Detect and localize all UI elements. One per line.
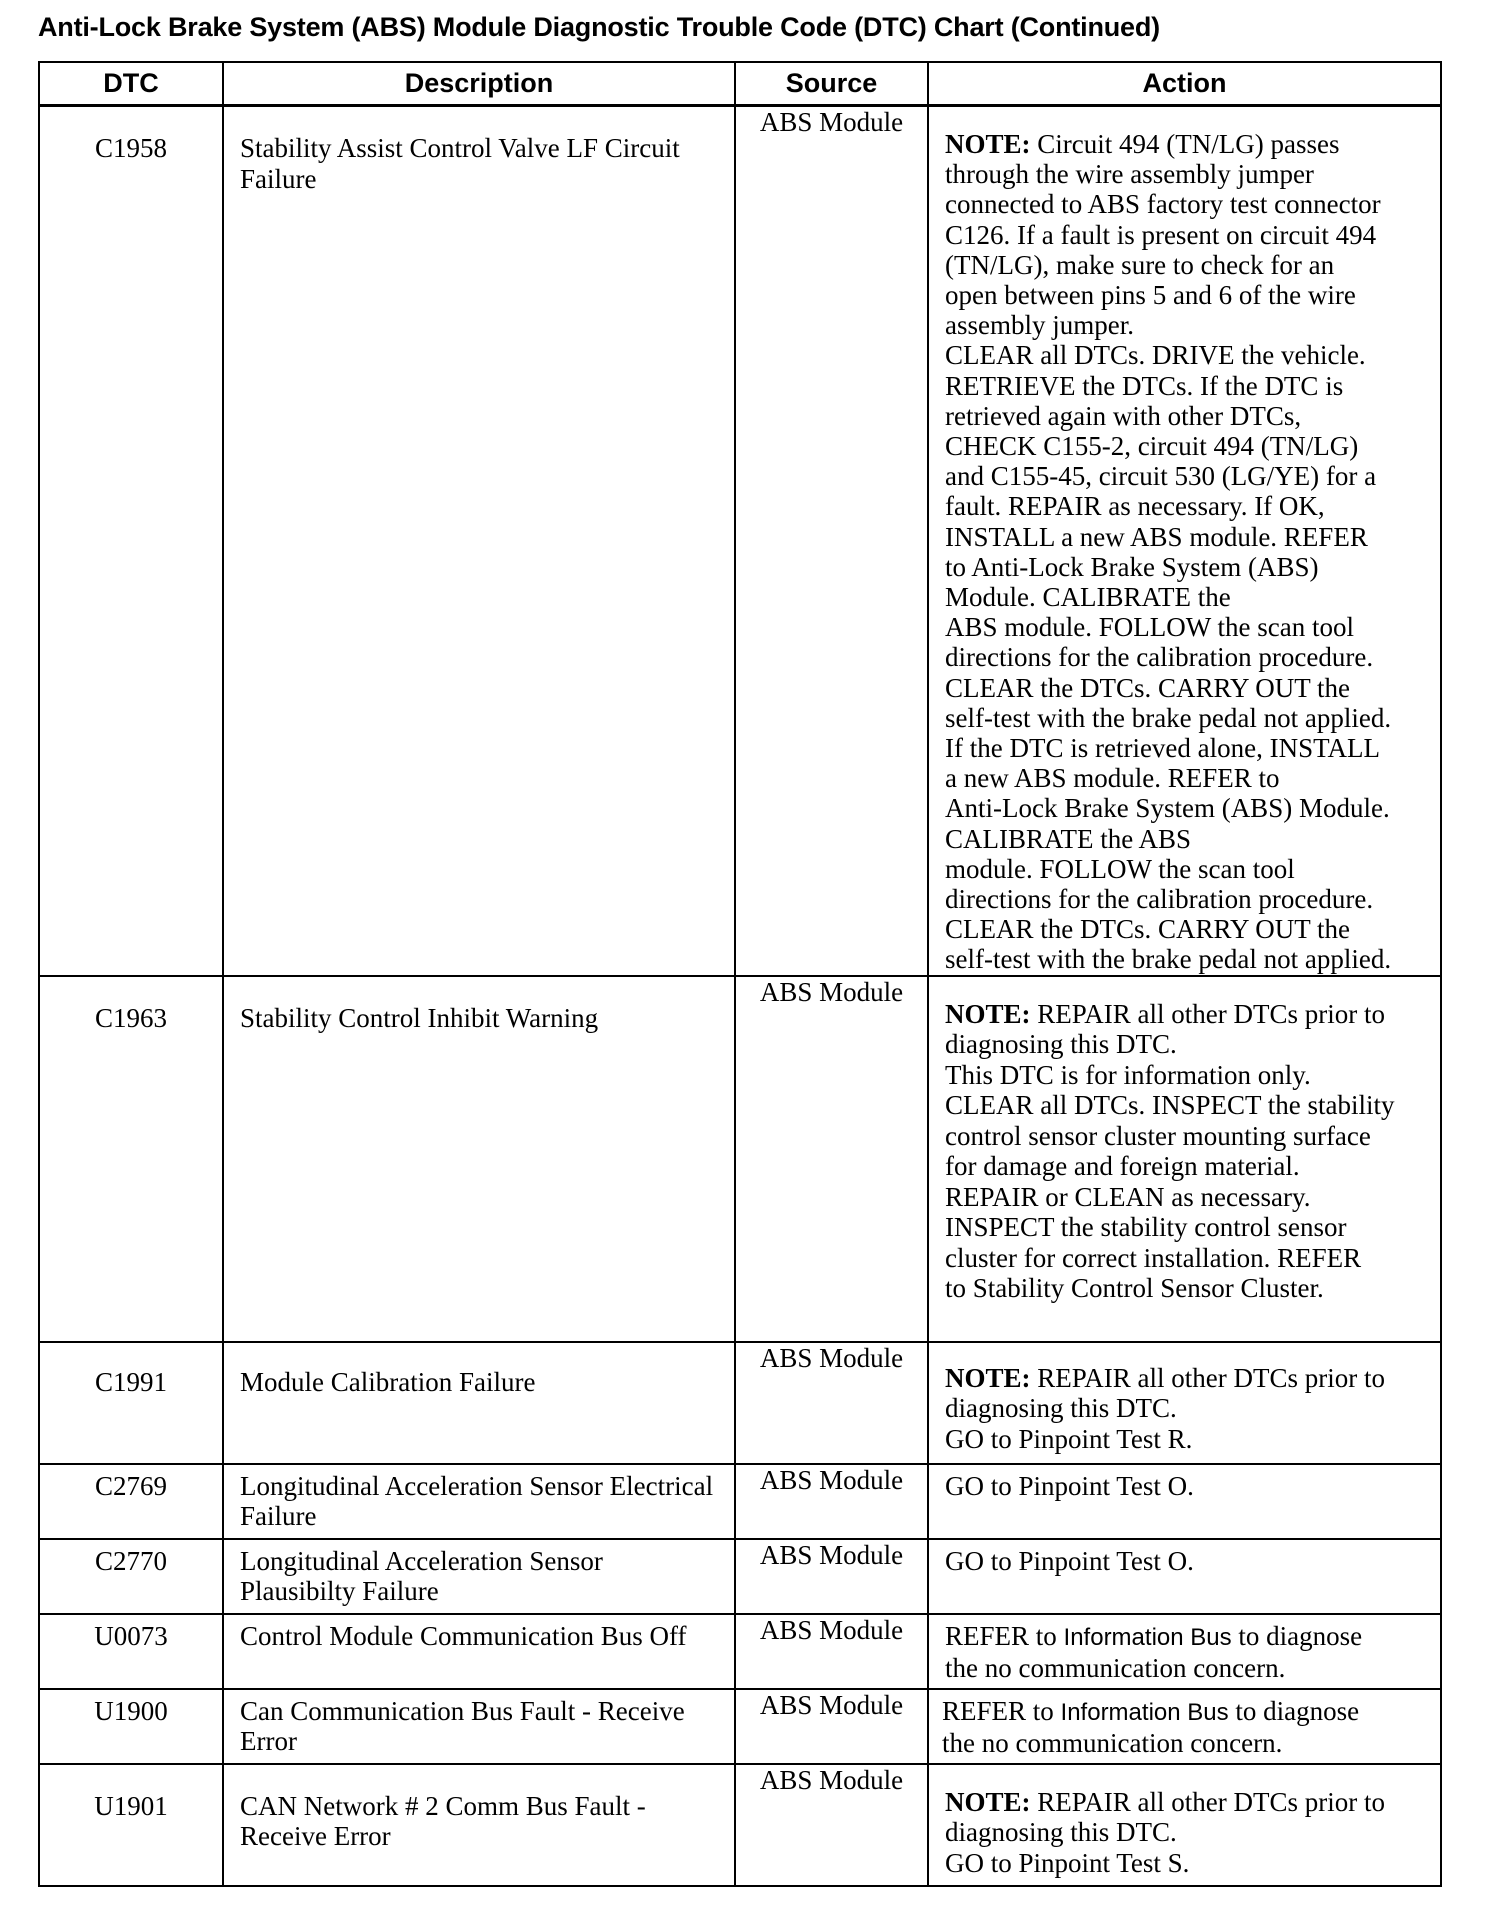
- dtc-description: Control Module Communication Bus Off: [223, 1614, 735, 1689]
- table-row: [39, 1689, 1441, 1764]
- dtc-source: ABS Module: [735, 1689, 928, 1764]
- information-bus-link[interactable]: Information Bus: [1060, 1698, 1229, 1726]
- dtc-action: GO to Pinpoint Test O.: [928, 1539, 1441, 1614]
- dtc-description: Can Communication Bus Fault - Receive Error: [223, 1689, 735, 1764]
- column-header-source: Source: [735, 62, 928, 106]
- dtc-source: ABS Module: [735, 106, 928, 976]
- dtc-code: C1958: [39, 106, 223, 976]
- page-title: Anti-Lock Brake System (ABS) Module Diagnostic Trouble Code (DTC) Chart (Continued): [38, 12, 1160, 42]
- dtc-source: ABS Module: [735, 976, 928, 1342]
- dtc-description: CAN Network # 2 Comm Bus Fault - Receive Error: [223, 1764, 735, 1886]
- dtc-action: GO to Pinpoint Test O.: [928, 1464, 1441, 1539]
- action-text: to diagnose the no communication concern.: [942, 1695, 1360, 1759]
- dtc-action: [928, 1614, 1441, 1689]
- dtc-code: C2769: [39, 1464, 223, 1539]
- dtc-source: ABS Module: [735, 1539, 928, 1614]
- dtc-source: ABS Module: [735, 1764, 928, 1886]
- dtc-description: Stability Control Inhibit Warning: [223, 976, 735, 1342]
- table-row: [39, 1342, 1441, 1464]
- dtc-code: C1991: [39, 1342, 223, 1464]
- dtc-source: ABS Module: [735, 1464, 928, 1539]
- dtc-action: [928, 976, 1441, 1342]
- dtc-description: Module Calibration Failure: [223, 1342, 735, 1464]
- table-row: [39, 1539, 1441, 1614]
- dtc-action: [928, 1342, 1441, 1464]
- action-text: REFER to: [942, 1695, 1061, 1726]
- dtc-code: U1900: [39, 1689, 223, 1764]
- table-row: [39, 1464, 1441, 1539]
- action-text: REPAIR all other DTCs prior to diagnosing this DTC. GO to Pinpoint Test S.: [945, 1786, 1386, 1878]
- dtc-source: ABS Module: [735, 1614, 928, 1689]
- dtc-code: U0073: [39, 1614, 223, 1689]
- dtc-action: [928, 106, 1441, 976]
- table-row: [39, 1764, 1441, 1886]
- table-header-row: [39, 62, 1441, 106]
- dtc-chart-table: [38, 61, 1442, 1887]
- dtc-description: Stability Assist Control Valve LF Circuit Failure: [223, 106, 735, 976]
- dtc-source: ABS Module: [735, 1342, 928, 1464]
- note-label: NOTE:: [945, 1786, 1031, 1817]
- column-header-action: Action: [928, 62, 1441, 106]
- column-header-dtc: DTC: [39, 62, 223, 106]
- table-row: [39, 976, 1441, 1342]
- note-label: NOTE:: [945, 129, 1031, 159]
- note-label: NOTE:: [945, 998, 1031, 1029]
- dtc-description: Longitudinal Acceleration Sensor Electrical Failure: [223, 1464, 735, 1539]
- table-row: [39, 1614, 1441, 1689]
- column-header-description: Description: [223, 62, 735, 106]
- dtc-code: C1963: [39, 976, 223, 1342]
- information-bus-link[interactable]: Information Bus: [1063, 1623, 1232, 1651]
- dtc-description: Longitudinal Acceleration Sensor Plausibilty Failure: [223, 1539, 735, 1614]
- action-text: REPAIR all other DTCs prior to diagnosing this DTC. GO to Pinpoint Test R.: [945, 1362, 1386, 1454]
- action-text: REPAIR all other DTCs prior to diagnosing this DTC. This DTC is for information only. CLEAR all DTCs. INSPECT the stability control sensor cluster mounting surface for damage and foreign material. REPAIR or CLEAN as necessary. INSPECT the stability control sensor cluster for correct installation. REFER to Stability Control Sensor Cluster.: [945, 998, 1395, 1304]
- dtc-code: C2770: [39, 1539, 223, 1614]
- dtc-action: [928, 1764, 1441, 1886]
- action-text: REFER to: [945, 1620, 1064, 1651]
- action-text: Circuit 494 (TN/LG) passes through the wire assembly jumper connected to ABS factory test connector C126. If a fault is present on circuit 494 (TN/LG), make sure to check for an open between pins 5 and 6 of the wire assembly jumper. CLEAR all DTCs. DRIVE the vehicle. RETRIEVE the DTCs. If the DTC is retrieved again with other DTCs, CHECK C155-2, circuit 494 (TN/LG) and C155-45, circuit 530 (LG/YE) for a fault. REPAIR as necessary. If OK, INSTALL a new ABS module. REFER to Anti-Lock Brake System (ABS) Module. CALIBRATE the ABS module. FOLLOW the scan tool directions for the calibration procedure. CLEAR the DTCs. CARRY OUT the self-test with the brake pedal not applied. If the DTC is retrieved alone, INSTALL a new ABS module. REFER to Anti-Lock Brake System (ABS) Module. CALIBRATE the ABS module. FOLLOW the scan tool directions for the calibration procedure. CLEAR the DTCs. CARRY OUT the self-test with the brake pedal not applied.: [945, 129, 1392, 975]
- dtc-action: [928, 1689, 1441, 1764]
- dtc-code: U1901: [39, 1764, 223, 1886]
- action-text: to diagnose the no communication concern.: [945, 1620, 1363, 1684]
- table-row: [39, 106, 1441, 976]
- note-label: NOTE:: [945, 1362, 1031, 1393]
